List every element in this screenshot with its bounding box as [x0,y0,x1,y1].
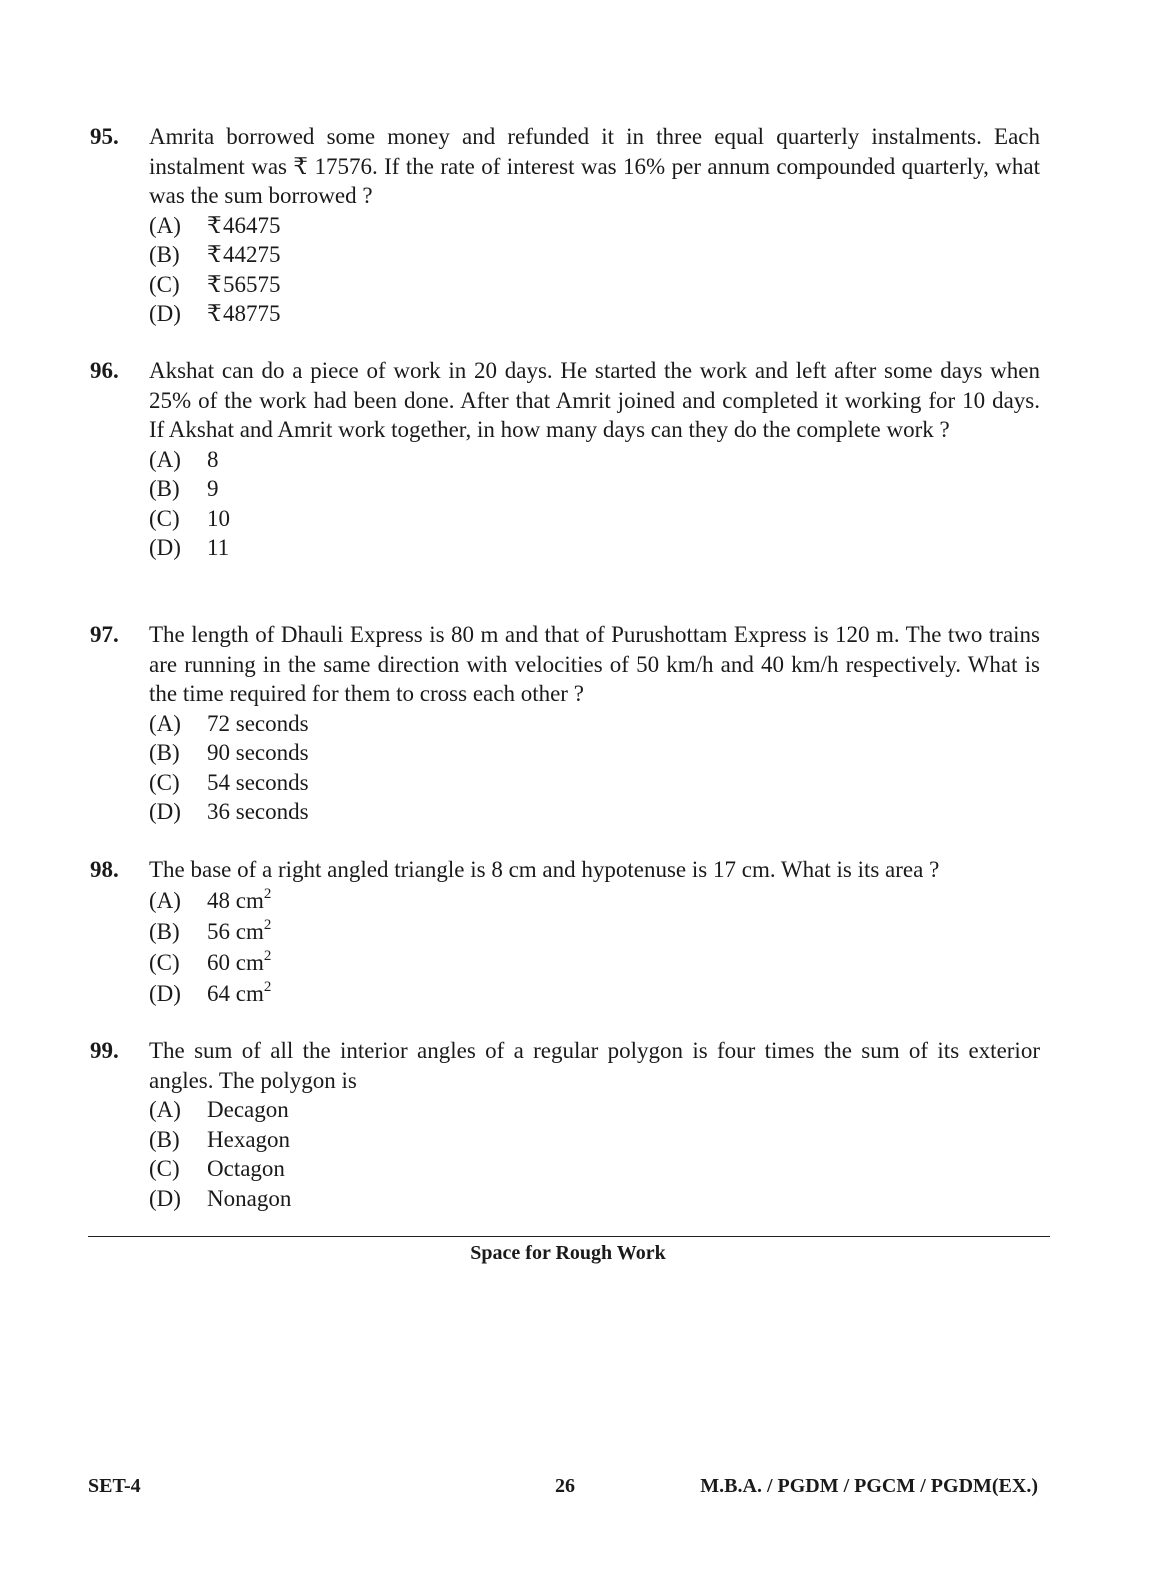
option-c [149,270,1040,300]
option-value: 90 seconds [207,740,309,765]
option-letter: (D) [149,799,181,824]
question-number: 96. [90,358,119,383]
option-value: 48 cm [207,887,264,913]
question-number: 99. [90,1038,119,1063]
option-value: 46475 [223,212,281,238]
question-number: 95. [90,124,119,149]
option-c [149,504,1040,534]
option-value: Nonagon [207,1185,292,1211]
question-number: 98. [90,857,119,882]
rough-work-divider [88,1236,1050,1237]
option-value: 11 [207,535,230,560]
option-letter: (B) [149,740,180,765]
option-d [149,299,1040,329]
unit-exponent: 2 [263,885,272,902]
option-a [149,885,1040,916]
option-value: 72 seconds [207,710,309,736]
option-letter: (C) [149,769,180,795]
option-d [149,797,1040,827]
rupee-icon: ₹ [207,242,222,267]
option-letter: (B) [149,242,180,267]
option-letter: (D) [149,1185,181,1211]
option-value: 44275 [223,242,281,267]
option-value: 56 cm [207,918,264,944]
option-a [149,709,1040,739]
question-97 [90,620,1040,827]
option-letter: (C) [149,505,180,531]
rupee-icon: ₹ [207,212,222,238]
footer-set-label: SET-4 [88,1475,141,1497]
question-text: The sum of all the interior angles of a regular polygon is four times the sum of its exterior angles. The polygon is [149,1038,1040,1093]
option-letter: (A) [149,212,181,238]
option-letter: (D) [149,301,181,326]
question-text: The base of a right angled triangle is 8 cm and hypotenuse is 17 cm. What is its area ? [149,857,940,882]
unit-exponent: 2 [263,947,272,964]
option-list [149,445,1040,563]
footer-course-label: M.B.A. / PGDM / PGCM / PGDM(EX.) [700,1475,1038,1497]
option-letter: (A) [149,1097,181,1122]
option-letter: (A) [149,887,181,913]
unit-exponent: 2 [263,978,272,995]
option-value: 54 seconds [207,769,309,795]
option-letter: (B) [149,476,180,501]
option-letter: (C) [149,271,180,297]
option-list [149,211,1040,329]
question-text: Amrita borrowed some money and refunded it in three equal quarterly instalments. Each instalment was ₹ 17576. If the rate of interest was 16% per annum compounded quarterly, what was the sum borrowed ? [149,124,1040,208]
option-c [149,947,1040,978]
question-95 [90,122,1040,329]
option-value: Octagon [207,1156,285,1181]
option-letter: (B) [149,1126,180,1152]
option-b [149,1125,1040,1155]
option-value: 60 cm [207,949,264,975]
unit-exponent: 2 [263,916,272,933]
option-value: 56575 [223,271,281,297]
rupee-icon: ₹ [207,301,222,326]
rupee-icon: ₹ [207,271,222,297]
option-letter: (A) [149,710,181,736]
option-list [149,1095,1040,1213]
option-letter: (D) [149,980,181,1006]
option-d [149,1184,1040,1214]
footer-page-number: 26 [555,1475,575,1497]
option-value: 48775 [223,301,281,326]
question-98 [90,855,1040,1009]
option-value: 9 [207,476,219,501]
option-b [149,738,1040,768]
option-d [149,533,1040,563]
option-letter: (A) [149,446,181,472]
option-list [149,709,1040,827]
option-c [149,768,1040,798]
option-value: 8 [207,446,219,472]
option-a [149,211,1040,241]
question-99 [90,1036,1040,1213]
option-letter: (D) [149,535,181,560]
option-a [149,1095,1040,1125]
rough-work-heading: Space for Rough Work [470,1242,666,1264]
option-value: 10 [207,505,230,531]
option-letter: (B) [149,918,180,944]
question-96 [90,356,1040,563]
option-value: 64 cm [207,980,264,1006]
option-a [149,445,1040,475]
option-value: Decagon [207,1097,289,1122]
option-d [149,978,1040,1009]
option-b [149,240,1040,270]
question-number: 97. [90,622,119,647]
question-text: Akshat can do a piece of work in 20 days. He started the work and left after some days when 25% of the work had been done. After that Amrit joined and completed it working for 10 days. If Akshat and Amrit work together, in how many days can they do the complete work ? [149,358,1040,442]
option-list [149,885,1040,1009]
option-b [149,916,1040,947]
option-b [149,474,1040,504]
option-value: 36 seconds [207,799,309,824]
question-text: The length of Dhauli Express is 80 m and that of Purushottam Express is 120 m. The two trains are running in the same direction with velocities of 50 km/h and 40 km/h respectively. What is the time required for them to cross each other ? [149,622,1040,706]
option-letter: (C) [149,1156,180,1181]
option-value: Hexagon [207,1126,291,1152]
option-letter: (C) [149,949,180,975]
option-c [149,1154,1040,1184]
